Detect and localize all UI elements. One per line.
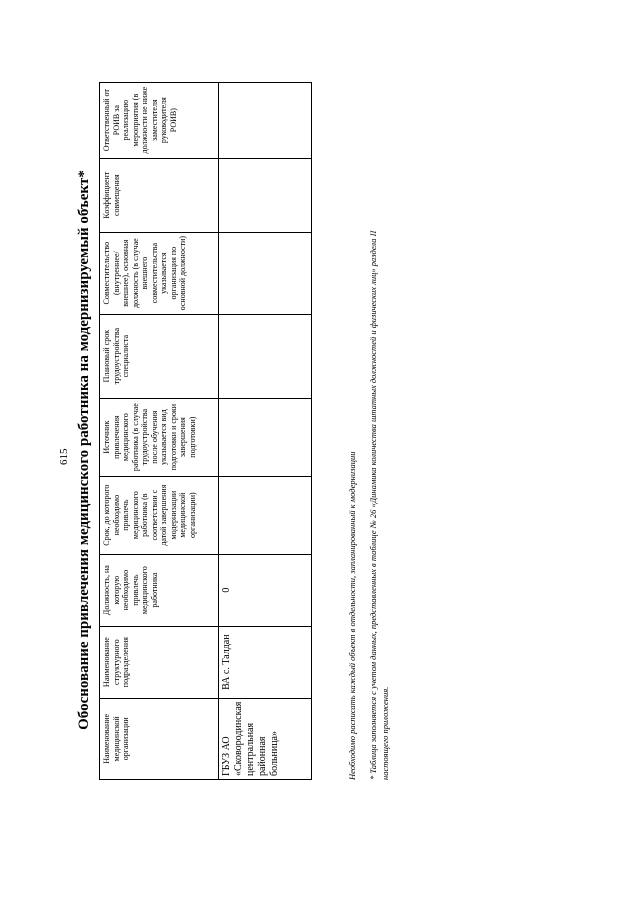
- footnote-line-1: * Таблица заполняется с учетом данных, представленных в таблице № 26 «Динамика количества штатных должностей и физических лиц» раздела II: [368, 230, 378, 780]
- cell-planned-term: [219, 314, 312, 398]
- cell-organization: ГБУЗ АО «Сковородинская центральная районная больница»: [219, 698, 312, 779]
- page-title: Обоснование привлечения медицинского работника на модернизируемый объект*: [76, 170, 92, 730]
- cell-source: [219, 398, 312, 476]
- page-number: 615: [58, 448, 70, 465]
- header-organization: Наименование медицинской организации: [100, 698, 219, 779]
- cell-responsible: [219, 82, 312, 158]
- cell-position: 0: [219, 554, 312, 626]
- table-header-row: [100, 82, 219, 779]
- header-combination: Совместительство (внутреннее/внешнее), основная должность (в случае внешнего совместительства указывается организация по основной должности): [100, 232, 219, 314]
- header-coefficient: Коэффициент совмещения: [100, 158, 219, 232]
- header-planned-term: Плановый срок трудоустройства специалиста: [100, 314, 219, 398]
- table-row: [219, 82, 312, 779]
- header-position: Должность, на которую необходимо привлечь медицинского работника: [100, 554, 219, 626]
- header-division: Наименование структурного подразделения: [100, 626, 219, 698]
- cell-combination: [219, 232, 312, 314]
- header-deadline: Срок, до которого необходимо привлечь медицинского работника (в соответствии с датой завершения модернизации медицинской организации): [100, 476, 219, 554]
- header-source: Источник привлечения медицинского работника (в случае трудоустройства после обучения указывается вид подготовки и сроки завершения подготовки): [100, 398, 219, 476]
- header-responsible: Ответственный от РОИВ за реализацию мероприятия (в должности не ниже заместителя руководителя РОИВ): [100, 82, 219, 158]
- justification-table: [99, 82, 312, 780]
- cell-division: ВА с. Талдан: [219, 626, 312, 698]
- note-modernization: Необходимо расписать каждый объект в отдельности, запланированный к модернизации: [347, 451, 357, 780]
- cell-coefficient: [219, 158, 312, 232]
- footnote-line-2: настоящего приложения.: [380, 686, 390, 780]
- cell-deadline: [219, 476, 312, 554]
